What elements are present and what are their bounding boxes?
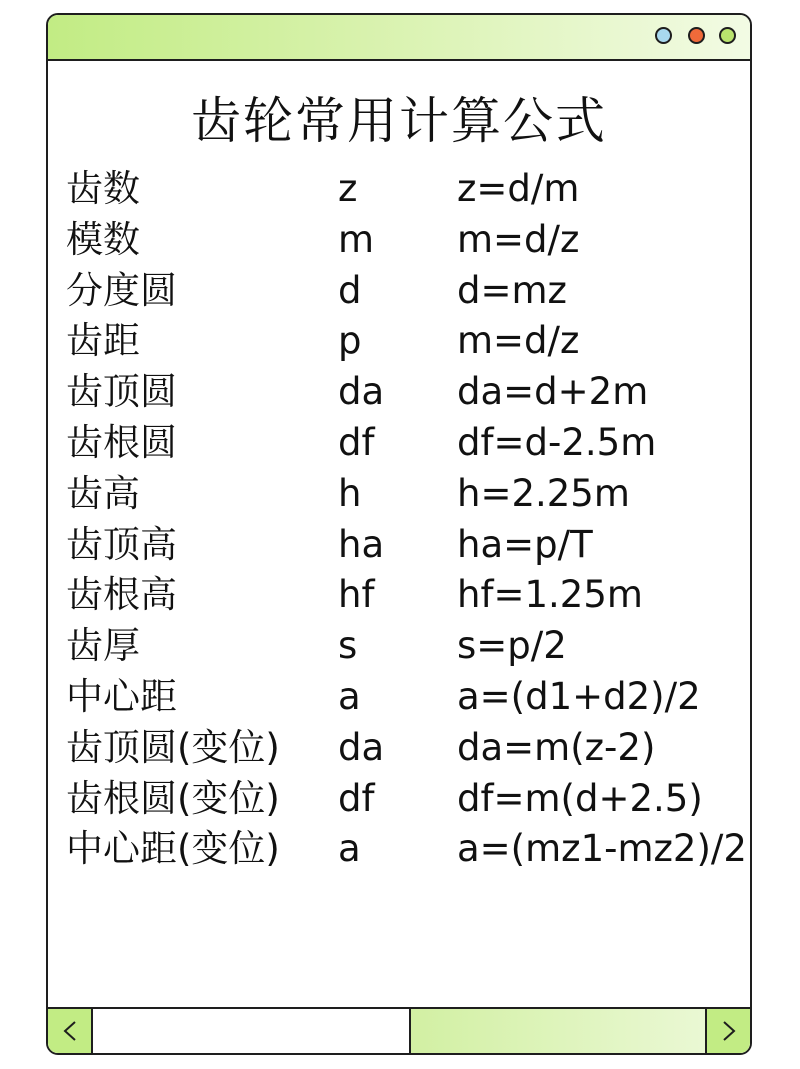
row-formula: m=d/z [457, 217, 580, 261]
formula-row [66, 723, 752, 774]
formula-row [66, 824, 752, 875]
formula-row [66, 266, 752, 317]
window-control-orange[interactable] [688, 27, 705, 44]
window-control-green[interactable] [719, 27, 736, 44]
row-name: 齿根高 [66, 573, 177, 617]
formula-row [66, 316, 752, 367]
formula-row [66, 520, 752, 571]
row-formula: s=p/2 [457, 624, 567, 668]
row-formula: m=d/z [457, 319, 580, 363]
formula-row [66, 367, 752, 418]
horizontal-scrollbar[interactable] [48, 1007, 750, 1053]
row-name: 齿根圆 [66, 420, 177, 464]
content-area [48, 61, 750, 1011]
row-symbol: hf [338, 573, 375, 617]
chevron-right-icon [719, 1019, 739, 1043]
row-name: 齿厚 [66, 624, 140, 668]
row-formula: ha=p/T [457, 522, 593, 566]
page-title: 齿轮常用计算公式 [191, 92, 607, 150]
row-symbol: s [338, 624, 358, 668]
formula-row [66, 774, 752, 825]
row-name: 模数 [66, 217, 140, 261]
scroll-thumb[interactable] [409, 1009, 707, 1053]
row-symbol: ha [338, 522, 385, 566]
formula-row [66, 164, 752, 215]
row-symbol: da [338, 725, 385, 769]
row-name: 齿顶高 [66, 522, 177, 566]
row-symbol: h [338, 471, 362, 515]
scroll-track[interactable] [93, 1009, 409, 1053]
row-symbol: z [338, 167, 358, 210]
row-formula: h=2.25m [457, 471, 630, 515]
row-name: 齿高 [66, 471, 140, 515]
row-formula: d=mz [457, 268, 567, 312]
app-window [46, 13, 752, 1055]
row-symbol: d [338, 268, 362, 312]
row-formula: a=(d1+d2)/2 [457, 674, 701, 718]
formula-row [66, 672, 752, 723]
row-name: 齿距 [66, 319, 140, 363]
row-formula: da=m(z-2) [457, 725, 656, 769]
window-control-blue[interactable] [655, 27, 672, 44]
row-formula: df=m(d+2.5) [457, 776, 703, 820]
row-formula: hf=1.25m [457, 573, 643, 617]
row-formula: df=d-2.5m [457, 420, 657, 464]
row-symbol: p [338, 319, 362, 363]
chevron-left-icon [60, 1019, 80, 1043]
row-symbol: a [338, 827, 361, 871]
row-name: 分度圆 [66, 268, 177, 312]
row-name: 齿顶圆 [66, 370, 177, 414]
row-formula: a=(mz1-mz2)/2 [457, 827, 747, 871]
row-symbol: df [338, 420, 375, 464]
row-name: 中心距 [66, 674, 177, 718]
row-symbol: a [338, 674, 361, 718]
row-symbol: df [338, 776, 375, 820]
row-symbol: da [338, 370, 385, 414]
scroll-right-button[interactable] [705, 1009, 750, 1053]
row-name: 齿顶圆(变位) [66, 725, 280, 769]
row-formula: z=d/m [457, 167, 580, 210]
formula-row [66, 418, 752, 469]
row-name: 中心距(变位) [66, 827, 280, 871]
formula-row [66, 469, 752, 520]
row-name: 齿数 [66, 167, 140, 210]
row-name: 齿根圆(变位) [66, 776, 280, 820]
formula-row [66, 215, 752, 266]
formula-row [66, 621, 752, 672]
title-bar [48, 15, 750, 61]
formula-row [66, 570, 752, 621]
formula-table [66, 164, 752, 875]
row-formula: da=d+2m [457, 370, 649, 414]
scroll-left-button[interactable] [48, 1009, 93, 1053]
row-symbol: m [338, 217, 375, 261]
